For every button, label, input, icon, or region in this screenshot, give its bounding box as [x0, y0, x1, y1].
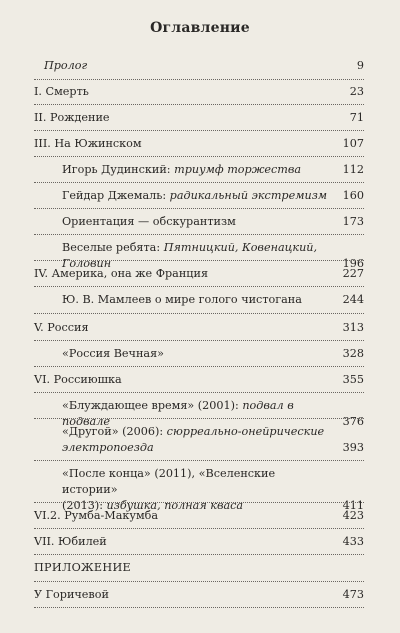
toc-page-number: 376 — [342, 415, 364, 428]
divider — [34, 260, 364, 261]
toc-page-number: 112 — [342, 163, 364, 176]
toc-page-number: 227 — [342, 267, 364, 280]
divider — [34, 79, 364, 80]
toc-entry-label: «Другой» (2006): — [62, 425, 167, 438]
toc-entry-section[interactable] — [62, 292, 364, 308]
toc-page-number: 196 — [342, 257, 364, 270]
toc-entry-subtitle: сюрреально-онейрические — [166, 425, 325, 438]
toc-entry-subtitle: триумф торжества — [174, 163, 302, 176]
toc-entry-label-line2: (2013): — [62, 499, 107, 512]
toc-page-number: 23 — [349, 85, 364, 98]
toc-entry-prolog[interactable] — [44, 58, 364, 74]
toc-entry-section[interactable] — [62, 188, 364, 204]
toc-entry-chapter-3[interactable] — [34, 136, 364, 152]
toc-page-number: 423 — [342, 509, 364, 522]
toc-entry-label: «Блуждающее время» (2001): — [62, 399, 243, 412]
toc-page-number: 244 — [342, 293, 364, 306]
toc-page-number: 411 — [342, 499, 364, 512]
divider — [34, 340, 364, 341]
toc-page-number: 473 — [342, 588, 364, 601]
toc-entry-section[interactable] — [62, 162, 364, 178]
divider — [34, 156, 364, 157]
toc-entry-section[interactable] — [62, 424, 364, 456]
toc-page-number: 313 — [342, 321, 364, 334]
divider — [34, 234, 364, 235]
toc-entry-chapter-6-2[interactable] — [34, 508, 364, 524]
toc-page-number: 433 — [342, 535, 364, 548]
divider — [34, 418, 364, 419]
toc-entry-label: «После конца» (2011), «Вселенские истории» — [62, 467, 276, 496]
toc-entry-section[interactable] — [62, 466, 364, 514]
divider — [34, 182, 364, 183]
toc-page-number: 160 — [342, 189, 364, 202]
toc-entry-label: Гейдар Джемаль: — [62, 189, 170, 202]
toc-entry-label: «Россия Вечная» — [62, 347, 164, 360]
toc-entry-label: Веселые ребята: — [62, 241, 164, 254]
toc-entry-label: Игорь Дудинский: — [62, 163, 175, 176]
toc-page-number: 393 — [342, 441, 364, 454]
divider — [34, 313, 364, 314]
divider — [34, 130, 364, 131]
divider — [34, 581, 364, 582]
toc-entry-chapter-4[interactable] — [34, 266, 364, 282]
toc-entry-label: Пролог — [44, 59, 88, 72]
toc-entry-label: VI. Россиюшка — [34, 373, 122, 386]
divider — [34, 392, 364, 393]
appendix-heading: ПРИЛОЖЕНИЕ — [34, 561, 131, 574]
toc-entry-section[interactable] — [62, 346, 364, 362]
toc-entry-chapter-6[interactable] — [34, 372, 364, 388]
toc-entry-subtitle: Пятницкий, Ковенацкий, Головин — [62, 241, 318, 270]
toc-entry-label: Ю. В. Мамлеев о мире голого чистогана — [62, 293, 302, 306]
divider — [34, 104, 364, 105]
toc-page-number: 9 — [356, 59, 364, 72]
toc-entry-chapter-7[interactable] — [34, 534, 364, 550]
divider — [34, 607, 364, 608]
toc-entry-label: Ориентация — обскурантизм — [62, 215, 236, 228]
toc-entry-label: VI.2. Румба-Макумба — [34, 509, 159, 522]
divider — [34, 460, 364, 461]
toc-entry-label: IV. Америка, она же Франция — [34, 267, 209, 280]
toc-entry-label: II. Рождение — [34, 111, 110, 124]
page-title: Оглавление — [150, 20, 250, 36]
divider — [34, 208, 364, 209]
divider — [34, 366, 364, 367]
toc-entry-label: У Горичевой — [34, 588, 109, 601]
toc-entry-subtitle: радикальный экстремизм — [169, 189, 328, 202]
toc-entry-label: V. Россия — [34, 321, 89, 334]
toc-entry-subtitle-line2: электропоезда — [62, 441, 154, 454]
toc-page-number: 71 — [349, 111, 364, 124]
toc-entry-label: III. На Южинском — [34, 137, 142, 150]
toc-page-number: 355 — [342, 373, 364, 386]
divider — [34, 502, 364, 503]
toc-entry-chapter-1[interactable] — [34, 84, 364, 100]
toc-entry-subtitle: подвал в подвале — [62, 399, 294, 428]
toc-entry-label: VII. Юбилей — [34, 535, 107, 548]
toc-entry-section[interactable] — [62, 214, 364, 230]
divider — [34, 554, 364, 555]
toc-page-number: 173 — [342, 215, 364, 228]
divider — [34, 286, 364, 287]
divider — [34, 528, 364, 529]
toc-page-number: 107 — [342, 137, 364, 150]
toc-entry-chapter-5[interactable] — [34, 320, 364, 336]
toc-entry-label: I. Смерть — [34, 85, 89, 98]
toc-page-number: 328 — [342, 347, 364, 360]
toc-entry-subtitle: избушка, полная кваса — [106, 499, 244, 512]
toc-entry-appendix[interactable] — [34, 587, 364, 603]
toc-entry-chapter-2[interactable] — [34, 110, 364, 126]
